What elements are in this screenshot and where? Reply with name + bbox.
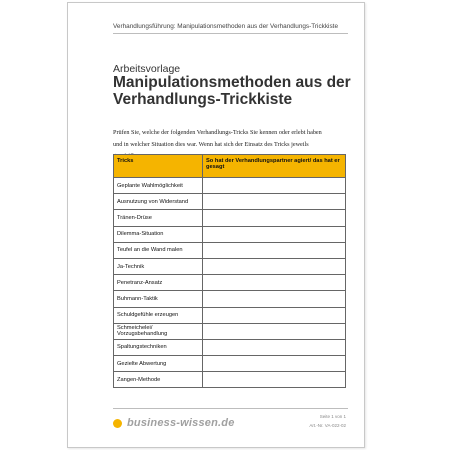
table-row — [114, 323, 346, 339]
document-subtitle: Arbeitsvorlage — [113, 63, 181, 75]
intro-paragraph: Prüfen Sie, welche der folgenden Verhandlungs-Tricks Sie kennen oder erlebt haben und in welcher Situation dies war. Wenn hat sich der Einsatz des Tricks jeweils — [113, 129, 322, 148]
brand-logo — [113, 417, 235, 429]
table-header-row — [114, 155, 346, 178]
page-number: Seite 1 von 1 — [319, 414, 346, 419]
response-cell[interactable] — [203, 178, 346, 194]
table-row — [114, 339, 346, 355]
trick-name-cell: Schuldgefühle erzeugen — [114, 307, 203, 323]
trick-name-cell: Ausnutzung von Widerstand — [114, 194, 203, 210]
table-row — [114, 356, 346, 372]
table-row — [114, 258, 346, 274]
response-cell[interactable] — [203, 291, 346, 307]
response-cell[interactable] — [203, 242, 346, 258]
table-row — [114, 242, 346, 258]
trick-name-cell: Buhmann-Taktik — [114, 291, 203, 307]
running-header: Verhandlungsführung: Manipulationsmethoden aus der Verhandlungs-Trickkiste — [113, 23, 338, 30]
document-page — [67, 2, 365, 448]
trick-name-cell: Schmeichelei/ Vorzugsbehandlung — [114, 323, 203, 339]
document-title: Manipulationsmethoden aus der Verhandlungs-Trickkiste — [113, 74, 351, 108]
column-header-response: So hat der Verhandlungspartner agiert/ das hat er gesagt — [203, 155, 346, 178]
response-cell[interactable] — [203, 275, 346, 291]
table-body — [114, 178, 346, 388]
response-cell[interactable] — [203, 307, 346, 323]
logo-dot-icon — [113, 419, 122, 428]
table-row — [114, 226, 346, 242]
response-cell[interactable] — [203, 339, 346, 355]
trick-name-cell: Zangen-Methode — [114, 372, 203, 388]
response-cell[interactable] — [203, 226, 346, 242]
logo-text: business-wissen.de — [127, 417, 235, 429]
column-header-tricks: Tricks — [114, 155, 203, 178]
table-row — [114, 210, 346, 226]
header-divider — [113, 33, 348, 34]
trick-name-cell: Geplante Wahlmöglichkeit — [114, 178, 203, 194]
table-row — [114, 275, 346, 291]
table-row — [114, 291, 346, 307]
trick-name-cell: Ja-Technik — [114, 258, 203, 274]
table-row — [114, 178, 346, 194]
table-row — [114, 307, 346, 323]
trick-name-cell: Gezielte Abwertung — [114, 356, 203, 372]
trick-name-cell: Dilemma-Situation — [114, 226, 203, 242]
trick-name-cell: Spaltungstechniken — [114, 339, 203, 355]
tricks-table — [113, 154, 346, 388]
response-cell[interactable] — [203, 194, 346, 210]
response-cell[interactable] — [203, 356, 346, 372]
trick-name-cell: Tränen-Drüse — [114, 210, 203, 226]
table-row — [114, 194, 346, 210]
trick-name-cell: Teufel an die Wand malen — [114, 242, 203, 258]
footer-divider — [113, 408, 348, 409]
response-cell[interactable] — [203, 323, 346, 339]
trick-name-cell: Penetranz-Ansatz — [114, 275, 203, 291]
response-cell[interactable] — [203, 258, 346, 274]
response-cell[interactable] — [203, 372, 346, 388]
response-cell[interactable] — [203, 210, 346, 226]
table-row — [114, 372, 346, 388]
article-number: Art.-Nr. VA-022-02 — [309, 423, 346, 428]
